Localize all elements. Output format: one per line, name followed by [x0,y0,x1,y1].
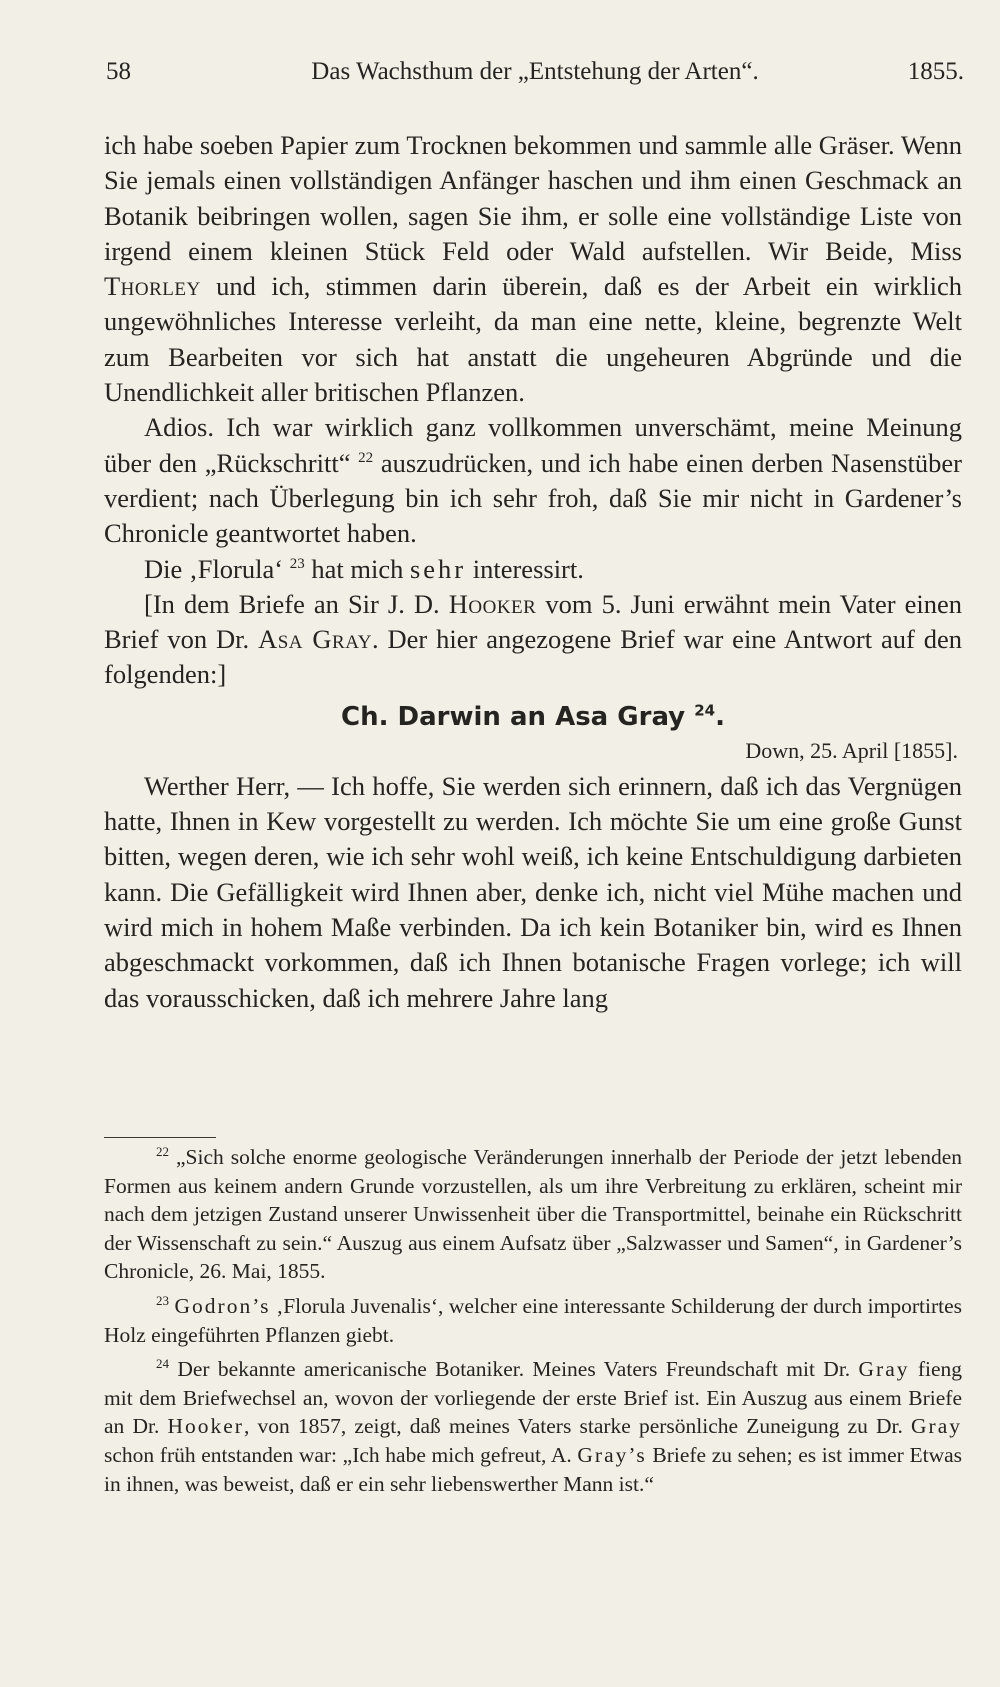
letter-date: Down, 25. April [1855]. [745,737,958,763]
footnote-24-text-b: fieng mit dem Briefwechsel an, wovon der vorliegende der erste Brief ist. Ein Auszug aus einem Briefe an Dr. [104,1357,963,1439]
letter-heading-period: . [715,701,725,732]
paragraph-1-end: und ich, stimmen darin überein, daß es der Arbeit ein wirklich ungewöhnliches Interesse verleiht, da man eine nette, kleine, begrenzte Welt zum Bearbeiten vor sich hat anstatt die ungeheuren Abgründe und die Unendlichkeit aller britischen Pflanzen. [104,271,962,408]
emphasis-sehr: sehr [409,553,467,584]
paragraph-3-start: Die ‚Florula‘ [144,553,284,584]
name-thorley: Thorley [104,271,201,302]
footnote-ref-23[interactable]: 23 [289,555,305,572]
footnote-ref-24[interactable]: 24 [694,701,716,720]
footnote-number-24: 24 [156,1356,169,1371]
footnote-22-text: „Sich solche enorme geologische Veränderungen innerhalb der Periode der jetzt lebenden Formen aus keinem andern Grunde vorzustellen, als um ihre Verbreitung zu erklären, scheint mir nach dem jetzigen Zustand unserer Unwissenheit über die Transportmittel, beinahe ein Rückschritt der Wissenschaft zu sein.“ Auszug aus einem Aufsatz über „Salzwasser und Samen“, in Gardener’s Chronicle, 26. Mai, 1855. [104,1145,963,1284]
paragraph-3 [104,552,962,587]
paragraph-1 [104,128,962,410]
paragraph-4-end: . Der hier angezogene Brief war eine Antwort auf den folgenden:] [104,624,963,690]
paragraph-4-mid: vom 5. Juni erwähnt mein Vater einen Brief von Dr. [104,588,963,655]
footnote-23 [104,1292,962,1349]
footnotes [104,1143,962,1504]
letter-heading-text: Ch. Darwin an Asa Gray [341,701,686,732]
main-text [104,128,962,1016]
footnote-number-23: 23 [156,1292,169,1308]
paragraph-2-end: auszudrücken, und ich habe einen derben Nasenstüber verdient; nach Überlegung bin ich sehr froh, daß Sie mir nicht in Gardener’s Chronicle geantwortet haben. [104,447,962,549]
footnote-23-text: ‚Florula Juvenalis‘, welcher eine interessante Schilderung der durch importirtes Holz eingeführten Pflanzen giebt. [104,1293,962,1347]
footnote-24 [104,1355,962,1498]
page-number: 58 [106,58,131,85]
running-head [106,58,964,98]
paragraph-1-text: ich habe soeben Papier zum Trocknen bekommen und sammle alle Gräser. Wenn Sie jemals einen vollständigen Anfänger haschen und ihm einen Geschmack an Botanik beibringen wollen, sagen Sie ihm, er solle eine vollständige Liste von irgend einem kleinen Stück Feld oder Wald aufstellen. Wir Beide, Miss [104,130,962,266]
paragraph-5: Werther Herr, — Ich hoffe, Sie werden sich erinnern, daß ich das Vergnügen hatte, Ihnen in Kew vorgestellt zu werden. Ich möchte Sie um eine große Gunst bitten, wegen deren, wie ich sehr wohl weiß, ich keine Entschuldigung darbieten kann. Die Gefälligkeit wird Ihnen aber, denke ich, nicht viel Mühe machen und wird mich in hohem Maße verbinden. Da ich kein Botaniker bin, wird es Ihnen abgeschmackt vorkommen, daß ich Ihnen botanische Fragen vorlege; ich will das vorausschicken, daß ich mehrere Jahre lang [104,770,962,1013]
footnote-24-text-c: , von 1857, zeigt, daß meines Vaters starke persönliche Zuneigung zu Dr. [243,1414,903,1439]
footnote-number-22: 22 [156,1143,169,1159]
name-gray-2: Gray [911,1414,962,1439]
footnote-24-text-d: schon früh entstanden war: „Ich habe mich gefreut, A. [104,1442,572,1467]
name-hooker: Hooker [448,588,537,619]
footnote-22 [104,1143,962,1286]
running-year: 1855. [907,58,964,85]
paragraph-3-end: interessirt. [472,553,584,584]
running-title: Das Wachsthum der „Entstehung der Arten“. [311,58,759,85]
paragraph-4-start: [In dem Briefe an Sir J. D. [144,588,440,619]
paragraph-2 [104,410,962,551]
footnote-24-text-a: Der bekannte americanische Botaniker. Meines Vaters Freundschaft mit Dr. [177,1357,851,1382]
paragraph-4 [104,587,962,693]
name-hooker-fn: Hooker [167,1414,244,1439]
footnote-ref-22[interactable]: 22 [358,449,374,466]
letter-heading [104,699,962,735]
paragraph-2-start: Adios. Ich war wirklich ganz vollkommen unverschämt, meine Meinung über den „Rückschritt“ [104,412,962,478]
name-asa-gray: Asa Gray [258,624,372,655]
footnote-24-text-e: Briefe zu sehen; es ist immer Etwas in ihnen, was beweist, daß er ein sehr liebenswerther Mann ist.“ [104,1442,962,1496]
name-gray-3: Gray’s [577,1442,647,1467]
footnote-divider [104,1137,216,1138]
paragraph-3-mid: hat mich [311,553,404,584]
name-gray-1: Gray [858,1357,910,1382]
name-godron: Godron’s [174,1293,271,1318]
